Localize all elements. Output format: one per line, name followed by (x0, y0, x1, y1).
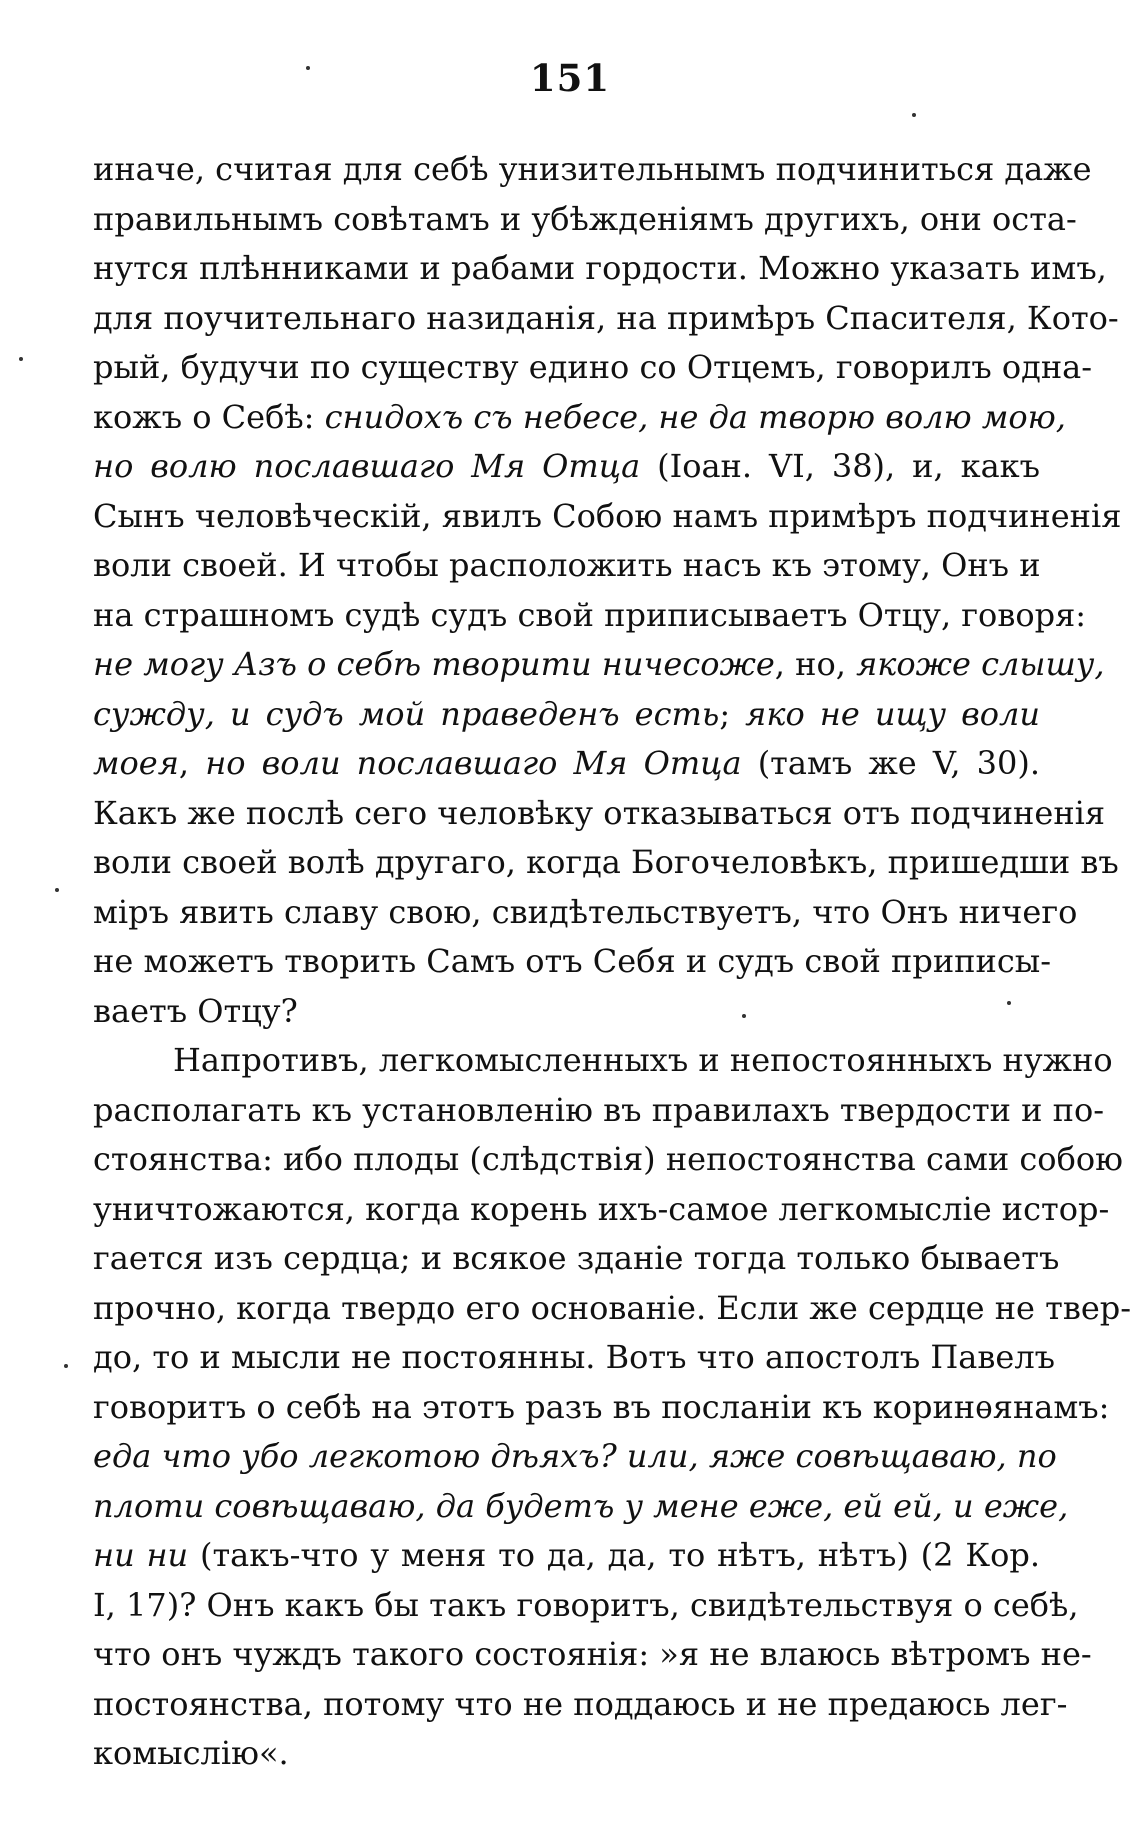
text-line (93, 1086, 1105, 1136)
text-segment: на страшномъ судѣ судъ свой приписываетъ Отцу, говоря: (93, 595, 1087, 634)
text-line (93, 1333, 1055, 1383)
text-line (93, 1729, 1040, 1779)
text-line (93, 1284, 1132, 1334)
print-speck (19, 357, 23, 361)
text-line (93, 739, 1040, 789)
italic-quote-segment: не могу Азъ о себѣ творити ничесоже (93, 645, 775, 683)
text-segment: I, 17)? Онъ какъ бы такъ говоритъ, свидѣтельствуя о себѣ, (93, 1585, 1079, 1624)
text-line (93, 1482, 1069, 1532)
text-line (93, 1630, 1092, 1680)
text-segment: (Іоан. VI, 38), и, какъ (640, 447, 1041, 485)
text-line (93, 1680, 1068, 1730)
text-line (93, 838, 1119, 888)
text-segment: (тамъ же V, 30). (741, 744, 1041, 782)
text-line (93, 1185, 1110, 1235)
italic-quote-segment: сужду, и судъ мой праведенъ есть (93, 694, 720, 733)
print-speck (55, 888, 59, 892)
text-segment: гается изъ сердца; и всякое зданіе тогда только бываетъ (93, 1239, 1060, 1277)
italic-quote-segment: яко не ищу воли (745, 694, 1041, 733)
text-segment: прочно, когда твердо его основаніе. Если же сердце не твер- (93, 1288, 1132, 1327)
text-line (93, 1135, 1123, 1185)
text-segment: (такъ-что у меня то да, да, то нѣтъ, нѣтъ) (2 Кор. (188, 1536, 1041, 1574)
text-segment: воли своей волѣ другаго, когда Богочеловѣкъ, пришедши въ (93, 843, 1119, 881)
text-segment: Напротивъ, легкомысленныхъ и непостоянныхъ нужно (173, 1041, 1113, 1079)
text-line (93, 541, 1040, 591)
text-line (93, 492, 1122, 542)
text-segment: , (178, 744, 206, 782)
text-segment: что онъ чуждъ такого состоянія: »я не влаюсь вѣтромъ не- (93, 1635, 1092, 1673)
text-segment: Какъ же послѣ сего человѣку отказываться отъ подчиненія (93, 793, 1106, 832)
text-segment: правильнымъ совѣтамъ и убѣжденіямъ другихъ, они оста- (93, 199, 1077, 238)
print-speck (1007, 1001, 1011, 1005)
italic-quote-segment: плоти совѣщаваю, да будетъ у мене еже, ей ей, и еже, (93, 1486, 1069, 1525)
italic-quote-segment: снидохъ съ небесе, не да творю волю мою, (324, 397, 1066, 436)
text-segment: рый, будучи по существу едино со Отцемъ, говорилъ одна- (93, 348, 1093, 386)
text-line (93, 195, 1077, 245)
page-number: 151 (529, 56, 611, 100)
italic-quote-segment: но воли пославшаго Мя Отца (205, 744, 742, 782)
text-segment: для поучительнаго назиданія, на примѣръ Спасителя, Кото- (93, 298, 1119, 337)
text-line (93, 145, 1092, 195)
text-line (93, 591, 1087, 641)
text-line (93, 937, 1052, 987)
text-line (93, 1383, 1110, 1433)
text-segment: ваетъ Отцу? (93, 991, 298, 1030)
text-segment: уничтожаются, когда корень ихъ-самое легкомысліе истор- (93, 1189, 1110, 1228)
text-line (93, 789, 1106, 839)
text-segment: постоянства, потому что не поддаюсь и не предаюсь лег- (93, 1684, 1068, 1723)
text-line (93, 1036, 1113, 1086)
text-line (93, 640, 1105, 690)
text-line (93, 690, 1040, 740)
text-segment: говоритъ о себѣ на этотъ разъ въ посланіи къ коринѳянамъ: (93, 1387, 1110, 1426)
text-segment: до, то и мысли не постоянны. Вотъ что апостолъ Павелъ (93, 1338, 1055, 1376)
text-line (93, 1531, 1040, 1581)
text-segment: не можетъ творить Самъ отъ Себя и судъ свой приписы- (93, 942, 1052, 980)
text-line (93, 1581, 1079, 1631)
text-segment: комыслію«. (93, 1734, 289, 1772)
text-line (93, 393, 1066, 443)
text-line (93, 294, 1119, 344)
italic-quote-segment: якоже слышу, (856, 645, 1105, 683)
text-segment: кожъ о Себѣ: (93, 397, 325, 436)
text-segment: , но, (774, 645, 857, 683)
text-segment: нутся плѣнниками и рабами гордости. Можно указать имъ, (93, 249, 1107, 287)
italic-quote-segment: ни ни (93, 1536, 189, 1574)
body-text (93, 145, 1132, 1779)
text-line (93, 888, 1078, 938)
italic-quote-segment: но волю пославшаго Мя Отца (93, 447, 641, 485)
text-line (93, 1432, 1057, 1482)
text-line (93, 442, 1040, 492)
text-segment: иначе, считая для себѣ унизительнымъ подчиниться даже (93, 150, 1092, 188)
italic-quote-segment: моея (93, 744, 179, 782)
text-line (93, 244, 1107, 294)
italic-quote-segment: еда что убо легкотою дѣяхъ? или, яже совѣщаваю, по (93, 1437, 1057, 1475)
print-speck (64, 1364, 68, 1368)
print-speck (742, 1014, 746, 1018)
text-segment: стоянства: ибо плоды (слѣдствія) непостоянства сами собою (93, 1140, 1123, 1178)
text-segment: міръ явить славу свою, свидѣтельствуетъ, что Онъ ничего (93, 892, 1078, 931)
text-segment: ; (719, 694, 746, 733)
text-segment: Сынъ человѣческій, явилъ Собою намъ примѣръ подчиненія (93, 496, 1122, 535)
text-line (93, 343, 1093, 393)
print-speck (306, 66, 310, 70)
text-line (93, 1234, 1060, 1284)
text-line (93, 987, 1040, 1037)
text-segment: располагать къ установленію въ правилахъ твердости и по- (93, 1090, 1105, 1129)
print-speck (912, 113, 916, 117)
text-segment: воли своей. И чтобы расположить насъ къ этому, Онъ и (93, 546, 1041, 584)
